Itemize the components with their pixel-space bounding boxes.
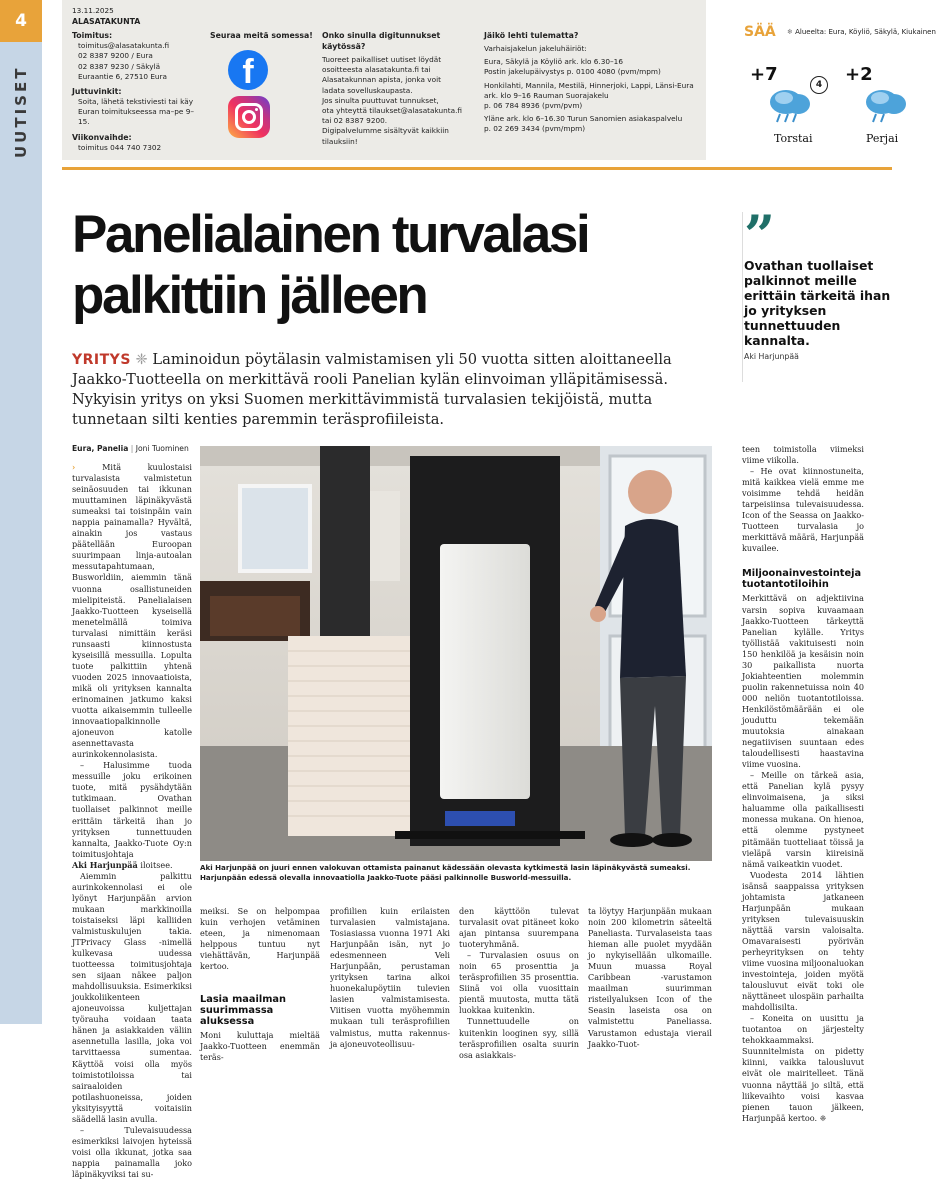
weather-temp-2: +2 [845, 64, 873, 85]
ingress-text: Laminoidun pöytälasin valmistamisen yli 50 vuotta sitten aloittaneella Jaakko-Tuotteella on merkittävä rooli Panelian kylän elinvoiman ylläpitämisessä. Nykyisin yritys on yksi Suomen merkittävimmistä turvalasien tekijöistä, mutta tunnetaan silti kenties paremmin teräsprofiileista. [72, 351, 672, 428]
paragraph: – Meille on tärkeä asia, että Panelian kylä pysyy elinvoimaisena, ja siksi haluamme olla paikallisesti monessa mukana. On hienoa, että olemme pystyneet pitämään tuotteliaat töissä ja vieläpä varsin kiireisinä nämä vaikeatkin vuodet. [742, 770, 864, 869]
paragraph: iloitsee. [140, 859, 173, 870]
weather-temp-1: +7 [750, 64, 778, 85]
pull-quote: Ovathan tuollaiset palkinnot meille erittäin tärkeitä ihan jo yrityksen tunnettuuden kannalta. [744, 258, 891, 348]
column-5 [588, 906, 712, 1049]
headline-line-2: palkittiin jälleen [72, 266, 427, 325]
info-line: 02 8387 9200 / Eura [78, 51, 153, 61]
info-digi [322, 30, 472, 147]
toimitus-title: Toimitus: [72, 31, 113, 41]
info-line: Euran toimitukseessa ma–pe 9–15. [78, 107, 194, 127]
snowflake-icon: ❄ [787, 28, 793, 36]
paragraph: Tunnettuudelle on kuitenkin looginen syy, sillä teräsprofiilien osalta suurin osa asiakkais- [459, 1016, 579, 1060]
info-line: osoitteesta alasatakunta.fi tai [322, 65, 431, 75]
info-line: Tuoreet paikalliset uutiset löydät [322, 55, 442, 64]
paragraph: – He ovat kiinnostuneita, mitä kaikkea vielä emme me voisimme tehdä heidän tarpeisiinsa tulevaisuudessa. Icon of the Seassa on Jaakko-Tuotteen turvalasia jo merkittävä määrä, Harjunpää kuvailee. [742, 466, 864, 554]
pull-quote-author: Aki Harjunpää [744, 352, 799, 361]
info-line: toimitus 044 740 7302 [78, 142, 162, 152]
divider-line [62, 167, 892, 170]
photo-illustration [200, 446, 712, 861]
info-line: Digipalvelumme sisältyvät kaikkiin [322, 126, 449, 136]
paragraph: ta löytyy Harjunpään mukaan noin 200 kilometrin säteeltä Paneliasta. Turvalaseista taas hieman alle puolet myydään jo nykyisellään ulkomaille. Muun muassa Royal Caribbean -varustamon maailman suurimman risteilyaluksen Icon of the Seasin laseista osa on valmistettu Paneliassa. Varustamon edustaja vierail Jaakko-Tuot- [588, 906, 712, 1049]
info-line: Eura, Säkylä ja Köyliö ark. klo 6.30–16 [484, 57, 623, 67]
column-1 [72, 462, 192, 1179]
info-line: Postin jakelupäivystys p. 0100 4080 (pvm/mpm) [484, 67, 661, 77]
paragraph: meiksi. Se on helpompaa kuin verhojen vetäminen eteen, ja nimenomaan helppous tuntuu nyt viehättävän, Harjunpää kertoo. [200, 906, 320, 972]
info-line: tilauksiin! [322, 136, 358, 146]
social-title: Seuraa meitä somessa! [210, 31, 313, 40]
paragraph: Aiemmin palkittu aurinkokennolasi ei ole lyönyt Harjunpään arvion mukaan markkinoilla toistaiseksi läpi kalliiden valmistuskulujen takia. JTPrivacy Glass -nimellä kulkevasa uudessa tuotteessa toimitusjohtaja sen sijaan näkee paljon mahdollisuuksia. Esimerkiksi joukkoliikenteen ajoneuvoissa kuljettajan työrauha voidaan taata hänen ja asiakkaiden väliin asennetulla lasilla, joka voi tarvittaessa sumentaa. Käyttöä voisi olla myös toimistotiloissa tai sairaaloiden potilashuoneissa, joiden yksityisyyttä voitaisiin säädellä lasin avulla. [72, 870, 192, 1124]
facebook-icon[interactable]: f [228, 50, 268, 90]
weather-day-1: Torstai [774, 132, 813, 145]
column-6 [742, 444, 864, 1123]
rain-cloud-icon [766, 86, 814, 124]
paragraph: – Koneita on uusittu ja tuotantoa on järjestelty tehokkaammaksi. Suunnitelmista on pidetty kiinni, vaikka talousluvut eivät ole mairitelleet. Tänä vuonna näyttää jo siltä, että liikevaihto voisi kasvaa pienen tauon jälkeen, Harjunpää kertoo. [742, 1013, 864, 1123]
ingress [72, 350, 722, 430]
info-line: Yläne ark. klo 6–16.30 Turun Sanomien asiakaspalvelu [484, 114, 683, 124]
column-4 [459, 906, 579, 1060]
info-line: p. 06 784 8936 (pvm/pvm) [484, 101, 583, 111]
weather-area [787, 28, 936, 36]
issue-date: 13.11.2025 [72, 6, 114, 15]
column-2 [200, 906, 320, 1063]
info-line: Soita, lähetä tekstiviesti tai käy [78, 97, 194, 107]
paragraph: – Halusimme tuoda messuille joku erikoinen tuote, mitä pysähdytään tutkimaan. Ovathan tuollaiset palkinnot meille erittäin tärkeitä ihan jo yrityksen tunnettuuden kannalta, Jaakko-Tuote Oy:n toimitusjohtaja [72, 760, 192, 859]
info-line: Alasatakunnan apista, jonka voit [322, 75, 441, 85]
paragraph: teen toimistolla viimeksi viime viikolla. [742, 444, 864, 466]
weather-area-text: Alueelta: Eura, Köyliö, Säkylä, Kiukainen [795, 28, 936, 36]
paragraph: Moni kuluttaja mieltää Jaakko-Tuotteen enemmän teräs- [200, 1030, 320, 1063]
weather-title: SÄÄ [744, 24, 776, 40]
paper-name: ALASATAKUNTA [72, 17, 141, 27]
viikonvaihde-title: Viikonvaihde: [72, 132, 132, 142]
subheading: Miljoonainvestointeja tuotantotiloihin [742, 568, 862, 591]
section-label: UUTISET [12, 65, 30, 159]
end-mark-icon: ❈ [819, 1112, 827, 1123]
headline-line-1: Panelialainen turvalasi [72, 205, 589, 264]
info-line: ota yhteyttä tilaukset@alasatakunta.fi [322, 106, 463, 116]
separator-icon: ❈ [135, 351, 148, 368]
paragraph: – Tulevaisuudessa esimerkiksi laivojen hyteissä voisi olla ikkunat, jotka saa nappia painamalla joko läpinäkyviksi tai su- [72, 1124, 192, 1179]
instagram-icon[interactable] [228, 96, 270, 138]
digi-title: Onko sinulla digitunnukset käytössä? [322, 31, 441, 51]
rain-cloud-icon-2 [862, 86, 902, 124]
byline: Eura, Panelia | Joni Tuominen [72, 444, 189, 453]
photo-caption: Aki Harjunpää on juuri ennen valokuvan ottamista painanut kädessään olevasta kytkimestä lasin läpinäkyvästä sumeaksi. Harjunpään edessä olevalla innovaatiolla Jaakko-Tuote pääsi palkinnolle Busworld-messuilla. [200, 863, 691, 882]
info-line: p. 02 269 3434 (pvm/mpm) [484, 124, 586, 134]
paragraph: den käyttöön tulevat turvalasit ovat pitäneet koko ajan pintansa suurempana tuoteryhmänä. [459, 906, 579, 950]
page-number: 4 [0, 0, 42, 42]
bullet-arrow-icon: › [72, 462, 103, 472]
info-line: Jos sinulta puuttuvat tunnukset, [322, 95, 439, 105]
info-contact [72, 6, 202, 153]
jaiko-lines [484, 44, 704, 135]
toimitus-lines [72, 41, 202, 82]
jaiko-title: Jäikö lehti tulematta? [484, 31, 579, 40]
juttuvinkit-lines [72, 97, 202, 128]
info-line: tai 02 8387 9200. [322, 116, 388, 126]
byline-place: Eura, Panelia [72, 444, 129, 453]
paragraph: – Turvalasien osuus on noin 65 prosenttia ja teräsprofiilien 35 prosenttia. Siinä voi olla vuosittain pientä muutosta, mutta tätä luokkaa kuitenkin. [459, 950, 579, 1016]
paragraph: Mitä kuulostaisi turvalasista valmistetun seinäosuuden tai ikkunan muuttaminen läpinäkyvästä sumeaksi tai toisinpäin vain nappia painamalla? Hyvältä, ainakin jos vastaus päätellään Euroopan suurimpaan linja-autoalan messutapahtumaan, Busworldiin, aiemmin tänä vuonna osallistuneiden mielipiteistä. Panelialaisen Jaakko-Tuotteen kyseisellä menetelmällä toimiva turvalasi nimittäin keräsi runsaasti kiinnostusta kyseisillä messuilla. Lopulta tuote palkittiin yhtenä vuoden 2025 innovaatioista, mikä oli yrityksen kannalta erinomainen jatkumo kaksi vuotta aikaisemmin tulleelle innovaatiopalkinnolle ajoneuvon katolle asennettavasta aurinkokennolasista. [72, 462, 192, 760]
info-jaiko [484, 30, 704, 135]
paragraph: Merkittävä on adjektiivina varsin sopiva kuvaamaan Jaakko-Tuotteen tärkeyttä Panelian kylälle. Yritys työllistää vakituisesti noin 150 henkilöä ja kesäisin noin 30 paikallista nuorta Jokiahteentien molemmin puolin rakennetuissa noin 40 000 neliön tuotantotiloissa. Henkilöstömäärään ei ole jouduttu tekemään muutoksia ainakaan negatiivisen suuntaan edes taloudellisesti haastavina viime vuosina. [742, 593, 864, 770]
subheading: Lasia maailman suurimmassa aluksessa [200, 994, 287, 1028]
weather-day-2: Perjai [866, 132, 899, 145]
column-3 [330, 906, 450, 1049]
digi-lines [322, 55, 472, 147]
info-line: toimitus@alasatakunta.fi [78, 41, 170, 51]
viikonvaihde-lines [72, 143, 202, 153]
paragraph: profiilien kuin erilaisten turvalasien valmistajana. Tosiasiassa vuonna 1971 Aki Harjunpään isän, nyt jo edesmenneen Veli Harjunpään, perustaman yrityksen tarina alkoi huonekalupöytiin tulevien lasien valmistamisesta. Viitisen vuotta myöhemmin mukaan tuli teräsprofiilien valmistus, mutta rakennus- ja ajoneuvoteollisuu- [330, 906, 450, 1049]
juttuvinkit-title: Juttuvinkit: [72, 87, 122, 97]
info-line: 02 8387 9230 / Säkylä [78, 61, 161, 71]
person-name: Aki Harjunpää [72, 859, 138, 870]
info-line: ark. klo 9–16 Rauman Suorajakelu [484, 90, 609, 100]
headline [72, 204, 712, 326]
byline-author: Joni Tuominen [135, 444, 189, 453]
wind-speed: 4 [815, 80, 823, 90]
quote-mark-icon: ” [744, 203, 776, 267]
paragraph: Vuodesta 2014 lähtien isänsä saappaissa yrityksen johtamista jatkaneen Harjunpään mukaan yrityksen tulevaisuuskin näyttää varsin valoisalta. Omavaraisesti pyörivän perheyrityksen on tehty viime vuosina miljoonaluokan investointeja, joiden myötä talousluvut eivät toki ole näyttäneet ulospäin parhailta mahdollisilta. [742, 869, 864, 1013]
info-line: Varhaisjakelun jakeluhäiriöt: [484, 44, 587, 53]
info-line: Honkilahti, Mannila, Mestilä, Hinnerjoki, Lappi, Länsi-Eura [484, 80, 694, 90]
article-photo [200, 446, 712, 861]
section-tag: YRITYS [72, 352, 131, 368]
info-line: Euraantie 6, 27510 Eura [78, 71, 168, 81]
info-line: ladata sovelluskaupasta. [322, 85, 413, 95]
